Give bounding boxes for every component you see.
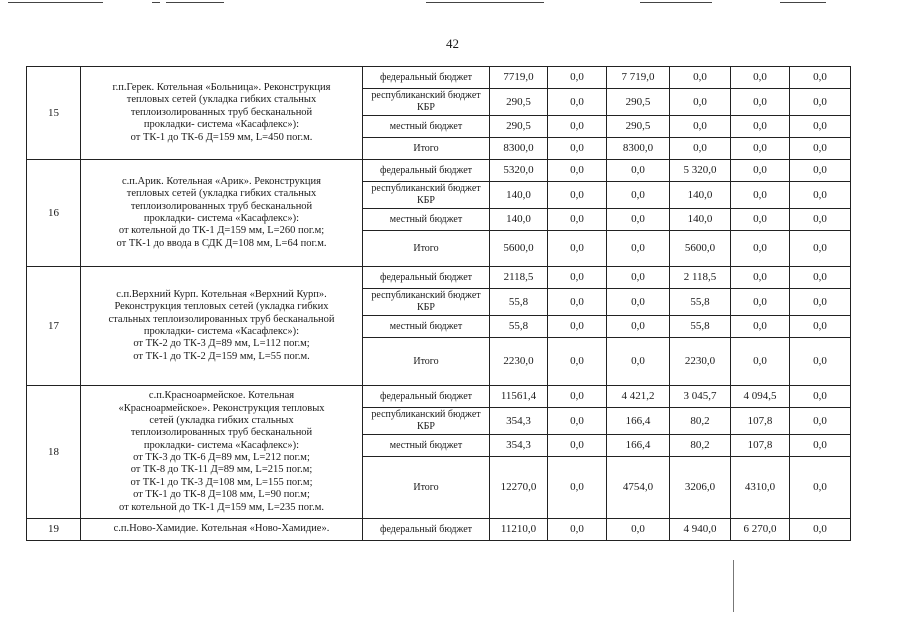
description-line: от котельной до ТК-1 Д=159 мм, L=235 пог.м. <box>119 501 324 513</box>
year-amount-cell: 0,0 <box>731 267 790 289</box>
total-amount-cell: 290,5 <box>490 89 548 116</box>
table-row <box>27 160 851 182</box>
description-line: с.п.Верхний Курп. Котельная «Верхний Курп». <box>116 288 327 300</box>
year-amount-cell: 0,0 <box>731 89 790 116</box>
year-amount-cell: 0,0 <box>607 160 670 182</box>
year-amount-cell: 0,0 <box>548 519 607 541</box>
year-amount-cell: 0,0 <box>670 89 731 116</box>
year-amount-cell: 0,0 <box>731 138 790 160</box>
description-line: тепловых сетей (укладка гибких стальных <box>126 94 317 106</box>
project-description <box>81 386 363 519</box>
description-line: от ТК-2 до ТК-3 Д=89 мм, L=112 пог.м; <box>133 338 310 350</box>
description-line: Реконструкция тепловых сетей (укладка гибких <box>114 301 329 313</box>
table-body <box>27 67 851 541</box>
year-amount-cell: 0,0 <box>548 316 607 338</box>
year-amount-cell: 80,2 <box>670 408 731 435</box>
description-line: прокладки- система «Касафлекс»): <box>143 326 300 337</box>
year-amount-cell: 0,0 <box>731 289 790 316</box>
year-amount-cell: 0,0 <box>731 316 790 338</box>
funding-source: федеральный бюджет <box>363 160 490 182</box>
funding-source: Итого <box>363 231 490 267</box>
scan-artifact-vertical-line <box>733 560 734 612</box>
year-amount-cell: 0,0 <box>607 182 670 209</box>
total-amount-cell: 7719,0 <box>490 67 548 89</box>
funding-source: республиканский бюджет КБР <box>363 182 490 209</box>
description-line: с.п.Арик. Котельная «Арик». Реконструкция <box>122 175 321 187</box>
year-amount-cell: 0,0 <box>548 89 607 116</box>
year-amount-cell: 0,0 <box>548 138 607 160</box>
year-amount-cell: 0,0 <box>548 67 607 89</box>
funding-source: местный бюджет <box>363 316 490 338</box>
description-line: от ТК-1 до ТК-6 Д=159 мм, L=450 пог.м. <box>130 131 313 143</box>
year-amount-cell: 0,0 <box>731 209 790 231</box>
year-amount-cell: 0,0 <box>790 231 851 267</box>
scan-artifact-line <box>152 2 160 3</box>
year-amount-cell: 290,5 <box>607 89 670 116</box>
year-amount-cell: 5600,0 <box>670 231 731 267</box>
funding-source: республиканский бюджет КБР <box>363 408 490 435</box>
year-amount-cell: 0,0 <box>548 457 607 519</box>
year-amount-cell: 4754,0 <box>607 457 670 519</box>
year-amount-cell: 140,0 <box>670 209 731 231</box>
year-amount-cell: 290,5 <box>607 116 670 138</box>
description-line: от ТК-1 до ТК-8 Д=108 мм, L=90 пог.м; <box>133 489 310 501</box>
total-amount-cell: 354,3 <box>490 408 548 435</box>
total-amount-cell: 12270,0 <box>490 457 548 519</box>
description-line: от ТК-8 до ТК-11 Д=89 мм, L=215 пог.м; <box>130 464 313 476</box>
year-amount-cell: 0,0 <box>731 338 790 386</box>
year-amount-cell: 55,8 <box>670 289 731 316</box>
year-amount-cell: 4310,0 <box>731 457 790 519</box>
year-amount-cell: 0,0 <box>731 182 790 209</box>
year-amount-cell: 0,0 <box>607 267 670 289</box>
description-line: от котельной до ТК-1 Д=159 мм, L=260 пог.м; <box>118 225 325 237</box>
year-amount-cell: 0,0 <box>548 267 607 289</box>
description-line: тепловых сетей (укладка гибких стальных <box>126 188 317 200</box>
year-amount-cell: 0,0 <box>670 116 731 138</box>
table-row <box>27 519 851 541</box>
funding-source: федеральный бюджет <box>363 386 490 408</box>
year-amount-cell: 0,0 <box>731 160 790 182</box>
description-line: от ТК-1 до ввода в СДК Д=108 мм, L=64 пог.м. <box>116 237 327 249</box>
table-row <box>27 67 851 89</box>
year-amount-cell: 0,0 <box>548 338 607 386</box>
year-amount-cell: 0,0 <box>790 267 851 289</box>
description-line: теплоизолированных труб бесканальной <box>130 106 313 118</box>
year-amount-cell: 0,0 <box>790 435 851 457</box>
funding-source: местный бюджет <box>363 435 490 457</box>
year-amount-cell: 3 045,7 <box>670 386 731 408</box>
year-amount-cell: 0,0 <box>731 116 790 138</box>
year-amount-cell: 0,0 <box>548 182 607 209</box>
scan-artifact-line <box>8 2 103 3</box>
scan-artifact-line <box>780 2 826 3</box>
year-amount-cell: 0,0 <box>790 67 851 89</box>
funding-source: федеральный бюджет <box>363 67 490 89</box>
year-amount-cell: 0,0 <box>790 289 851 316</box>
scan-artifact-line <box>640 2 712 3</box>
year-amount-cell: 0,0 <box>731 231 790 267</box>
description-line: сетей (укладка гибких стальных <box>149 414 294 426</box>
total-amount-cell: 11561,4 <box>490 386 548 408</box>
table-row <box>27 386 851 408</box>
year-amount-cell: 0,0 <box>670 67 731 89</box>
year-amount-cell: 0,0 <box>607 289 670 316</box>
year-amount-cell: 0,0 <box>548 289 607 316</box>
row-number: 19 <box>27 519 81 541</box>
total-amount-cell: 55,8 <box>490 289 548 316</box>
budget-table <box>26 66 851 541</box>
year-amount-cell: 0,0 <box>548 386 607 408</box>
year-amount-cell: 55,8 <box>670 316 731 338</box>
funding-source: местный бюджет <box>363 209 490 231</box>
funding-source: федеральный бюджет <box>363 519 490 541</box>
row-number: 15 <box>27 67 81 160</box>
year-amount-cell: 0,0 <box>790 408 851 435</box>
funding-source: местный бюджет <box>363 116 490 138</box>
funding-source: Итого <box>363 138 490 160</box>
year-amount-cell: 0,0 <box>790 182 851 209</box>
year-amount-cell: 0,0 <box>790 316 851 338</box>
year-amount-cell: 4 940,0 <box>670 519 731 541</box>
total-amount-cell: 5320,0 <box>490 160 548 182</box>
total-amount-cell: 2230,0 <box>490 338 548 386</box>
funding-source: Итого <box>363 338 490 386</box>
year-amount-cell: 80,2 <box>670 435 731 457</box>
year-amount-cell: 0,0 <box>790 338 851 386</box>
description-line: от ТК-1 до ТК-2 Д=159 мм, L=55 пог.м. <box>133 350 310 362</box>
year-amount-cell: 0,0 <box>790 209 851 231</box>
year-amount-cell: 0,0 <box>548 209 607 231</box>
year-amount-cell: 6 270,0 <box>731 519 790 541</box>
year-amount-cell: 4 094,5 <box>731 386 790 408</box>
year-amount-cell: 0,0 <box>548 160 607 182</box>
total-amount-cell: 5600,0 <box>490 231 548 267</box>
funding-source: республиканский бюджет КБР <box>363 289 490 316</box>
year-amount-cell: 0,0 <box>670 138 731 160</box>
table-row <box>27 267 851 289</box>
year-amount-cell: 0,0 <box>790 89 851 116</box>
total-amount-cell: 2118,5 <box>490 267 548 289</box>
year-amount-cell: 0,0 <box>607 316 670 338</box>
total-amount-cell: 55,8 <box>490 316 548 338</box>
year-amount-cell: 8300,0 <box>607 138 670 160</box>
year-amount-cell: 5 320,0 <box>670 160 731 182</box>
year-amount-cell: 107,8 <box>731 435 790 457</box>
description-line: от ТК-1 до ТК-3 Д=108 мм, L=155 пог.м; <box>130 476 313 488</box>
funding-source: федеральный бюджет <box>363 267 490 289</box>
year-amount-cell: 166,4 <box>607 435 670 457</box>
year-amount-cell: 0,0 <box>548 116 607 138</box>
description-line: теплоизолированных труб бесканальной <box>130 427 313 439</box>
year-amount-cell: 0,0 <box>548 408 607 435</box>
description-line: прокладки- система «Касафлекс»): <box>143 119 300 131</box>
year-amount-cell: 140,0 <box>670 182 731 209</box>
year-amount-cell: 0,0 <box>548 435 607 457</box>
total-amount-cell: 140,0 <box>490 209 548 231</box>
total-amount-cell: 354,3 <box>490 435 548 457</box>
total-amount-cell: 11210,0 <box>490 519 548 541</box>
project-description <box>81 519 363 541</box>
year-amount-cell: 0,0 <box>607 209 670 231</box>
scan-artifact-line <box>426 2 544 3</box>
year-amount-cell: 0,0 <box>607 519 670 541</box>
project-description <box>81 267 363 386</box>
year-amount-cell: 4 421,2 <box>607 386 670 408</box>
funding-source: Итого <box>363 457 490 519</box>
year-amount-cell: 2230,0 <box>670 338 731 386</box>
year-amount-cell: 0,0 <box>790 116 851 138</box>
page-number: 42 <box>446 36 459 51</box>
year-amount-cell: 0,0 <box>790 160 851 182</box>
description-line: теплоизолированных труб бесканальной <box>130 200 313 212</box>
project-description <box>81 160 363 267</box>
description-line: прокладки- система «Касафлекс»): <box>143 213 300 224</box>
total-amount-cell: 140,0 <box>490 182 548 209</box>
total-amount-cell: 8300,0 <box>490 138 548 160</box>
project-description <box>81 67 363 160</box>
year-amount-cell: 3206,0 <box>670 457 731 519</box>
year-amount-cell: 0,0 <box>790 138 851 160</box>
year-amount-cell: 107,8 <box>731 408 790 435</box>
description-line: с.п.Ново-Хамидие. Котельная «Ново-Хамидие». <box>113 523 330 535</box>
year-amount-cell: 0,0 <box>607 231 670 267</box>
description-line: «Красноармейское». Реконструкция тепловых <box>118 402 325 414</box>
year-amount-cell: 0,0 <box>790 386 851 408</box>
row-number: 16 <box>27 160 81 267</box>
year-amount-cell: 0,0 <box>548 231 607 267</box>
row-number: 17 <box>27 267 81 386</box>
year-amount-cell: 7 719,0 <box>607 67 670 89</box>
scan-artifact-line <box>166 2 224 3</box>
year-amount-cell: 0,0 <box>731 67 790 89</box>
year-amount-cell: 2 118,5 <box>670 267 731 289</box>
description-line: г.п.Герек. Котельная «Больница». Реконструкция <box>112 82 331 94</box>
row-number: 18 <box>27 386 81 519</box>
total-amount-cell: 290,5 <box>490 116 548 138</box>
description-line: от ТК-3 до ТК-6 Д=89 мм, L=212 пог.м; <box>133 452 310 463</box>
year-amount-cell: 166,4 <box>607 408 670 435</box>
description-line: прокладки- система «Касафлекс»): <box>143 439 300 451</box>
description-line: с.п.Красноармейское. Котельная <box>148 390 295 402</box>
description-line: стальных теплоизолированных труб бесканальной <box>108 313 335 325</box>
year-amount-cell: 0,0 <box>790 519 851 541</box>
year-amount-cell: 0,0 <box>607 338 670 386</box>
funding-source: республиканский бюджет КБР <box>363 89 490 116</box>
year-amount-cell: 0,0 <box>790 457 851 519</box>
